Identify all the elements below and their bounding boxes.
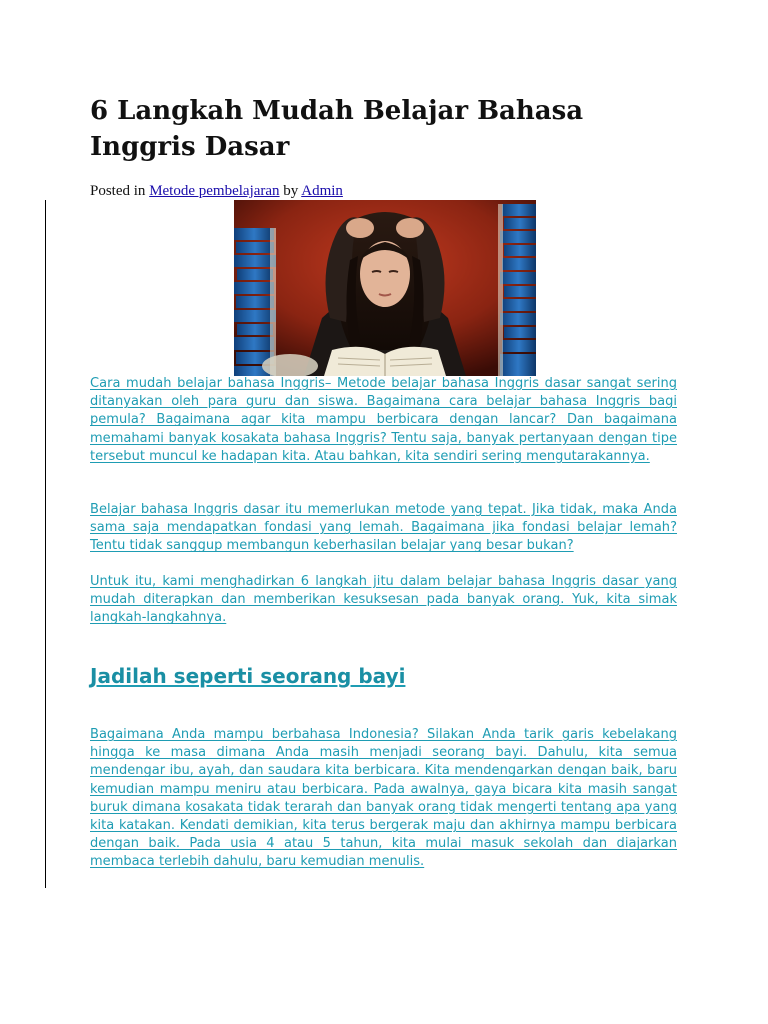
method-paragraph[interactable] (90, 501, 677, 556)
posted-in-label: Posted in (90, 183, 146, 199)
section-heading-text[interactable]: Jadilah seperti seorang bayi (90, 664, 406, 688)
section-paragraph[interactable] (90, 726, 677, 872)
method-paragraph-text[interactable]: Belajar bahasa Inggris dasar itu memerlukan metode yang tepat. Jika tidak, maka Anda sama saja mendapatkan fondasi yang lemah. Bagaimana jika fondasi belajar lemah? Tentu tidak sanggup membangun keberhasilan belajar yang besar bukan? (90, 502, 677, 554)
section-heading[interactable] (90, 664, 677, 688)
section-paragraph-text[interactable]: Bagaimana Anda mampu berbahasa Indonesia? Silakan Anda tarik garis kebelakang hingga ke masa dimana Anda masih menjadi seorang bayi. Dahulu, kita semua mendengar ibu, ayah, dan saudara kita berbicara. Kita mendengarkan dengan baik, baru kemudian mampu meniru atau berbicara. Pada awalnya, gaya bicara kita masih sangat buruk dimana kosakata tidak terarah dan banyak orang tidak mengerti tentang apa yang kita katakan. Kendati demikian, kita terus bergerak maju dan akhirnya mampu berbicara dengan baik. Pada usia 4 atau 5 tahun, kita mulai masuk sekolah dan diajarkan membaca terlebih dahulu, baru kemudian menulis. (90, 727, 677, 870)
article-photo (234, 200, 536, 376)
author-link[interactable]: Admin (301, 183, 343, 199)
intro-paragraph-text[interactable]: Cara mudah belajar bahasa Inggris– Metode belajar bahasa Inggris dasar sangat sering ditanyakan oleh para guru dan siswa. Bagaimana cara belajar bahasa Inggris bagi pemula? Bagaimana agar kita mampu berbicara dengan lancar? Dan bagaimana memahami banyak kosakata bahasa Inggris? Tentu saja, banyak pertanyaan dengan tipe tersebut muncul ke hadapan kita. Atau bahkan, kita sendiri sering mengutarakannya. (90, 376, 677, 464)
intro-paragraph[interactable] (90, 375, 677, 466)
left-book-stack (234, 228, 276, 376)
steps-intro-paragraph[interactable] (90, 573, 677, 628)
article-title: 6 Langkah Mudah Belajar Bahasa Inggris Dasar (90, 96, 584, 162)
steps-intro-paragraph-text[interactable]: Untuk itu, kami menghadirkan 6 langkah jitu dalam belajar bahasa Inggris dasar yang mudah diterapkan dan memberikan kesuksesan pada banyak orang. Yuk, kita simak langkah-langkahnya. (90, 574, 677, 626)
by-label: by (283, 183, 299, 199)
category-link[interactable]: Metode pembelajaran (149, 183, 280, 199)
post-meta (90, 182, 343, 200)
left-margin-rule (45, 200, 46, 888)
